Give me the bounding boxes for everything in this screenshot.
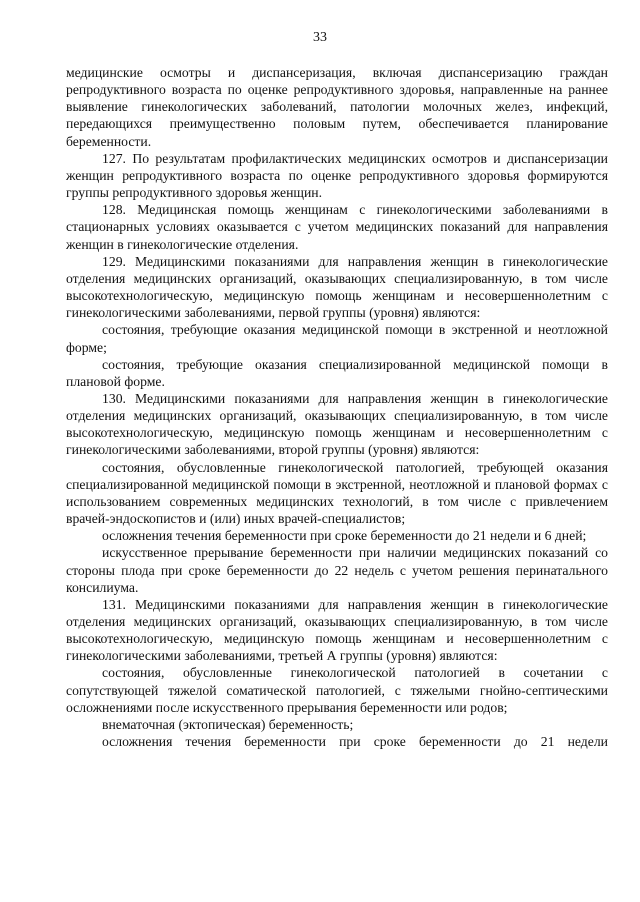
- list-item: осложнения течения беременности при сроке беременности до 21 недели и 6 дней;: [102, 528, 587, 544]
- paragraph-131: 131. Медицинскими показаниями для направления женщин в гинекологические отделения медицинских организаций, оказывающих специализированную, в том числе высокотехнологическую, медицинскую помощь женщинам и несовершеннолетним с гинекологическими заболеваниями, третьей А группы (уровня) являются:: [66, 596, 608, 664]
- list-item: состояния, обусловленные гинекологической патологией в сочетании с сопутствующей тяжелой соматической патологией, с тяжелыми гнойно-септическими осложнениями после искусственного прерывания беременности или родов;: [66, 665, 608, 715]
- document-body: [66, 64, 608, 750]
- list-item: внематочная (эктопическая) беременность;: [102, 716, 354, 732]
- list-item: состояния, обусловленные гинекологической патологией, требующей оказания специализированной медицинской помощи в экстренной, неотложной и плановой формах с использованием современных медицинских технологий, в том числе с привлечением врачей-эндоскопистов и (или) иных врачей-специалистов;: [66, 459, 608, 527]
- paragraph-130: 130. Медицинскими показаниями для направления женщин в гинекологические отделения медицинских организаций, оказывающих специализированную, в том числе высокотехнологическую, медицинскую помощь женщинам и несовершеннолетним с гинекологическими заболеваниями, второй группы (уровня) являются:: [66, 390, 608, 458]
- list-item: состояния, требующие оказания медицинской помощи в экстренной и неотложной форме;: [66, 322, 608, 355]
- list-item: состояния, требующие оказания специализированной медицинской помощи в плановой форме.: [66, 356, 608, 389]
- paragraph-129: 129. Медицинскими показаниями для направления женщин в гинекологические отделения медицинских организаций, оказывающих специализированную, в том числе высокотехнологическую, медицинскую помощь женщинам и несовершеннолетним с гинекологическими заболеваниями, первой группы (уровня) являются:: [66, 253, 608, 321]
- page-number: 33: [313, 30, 327, 45]
- list-item: осложнения течения беременности при сроке беременности до 21 недели: [102, 734, 608, 750]
- paragraph: медицинские осмотры и диспансеризация, включая диспансеризацию граждан репродуктивного возраста по оценке репродуктивного здоровья, направленные на раннее выявление гинекологических заболеваний, патологии молочных желез, инфекций, передающихся преимущественно половым путем, обеспечивается планирование беременности.: [66, 65, 608, 149]
- paragraph-127: 127. По результатам профилактических медицинских осмотров и диспансеризации женщин репродуктивного возраста по оценке репродуктивного здоровья формируются группы репродуктивного здоровья женщин.: [66, 150, 608, 201]
- list-item: искусственное прерывание беременности при наличии медицинских показаний со стороны плода при сроке беременности до 22 недель с учетом решения перинатального консилиума.: [66, 545, 608, 595]
- paragraph-128: 128. Медицинская помощь женщинам с гинекологическими заболеваниями в стационарных условиях оказывается с учетом медицинских показаний для направления женщин в гинекологические отделения.: [66, 202, 608, 252]
